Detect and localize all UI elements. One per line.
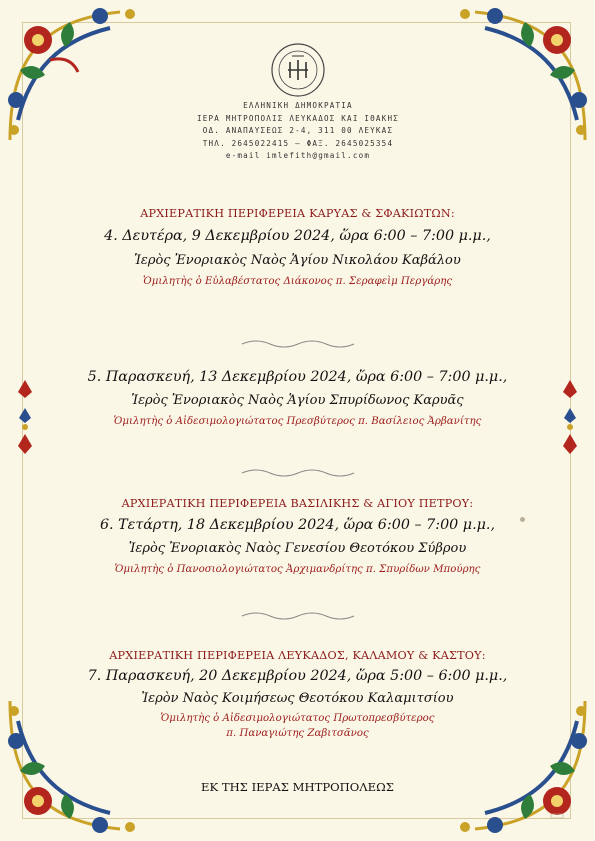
event-section: [40, 649, 555, 739]
region-heading: ΑΡΧΙΕΡΑΤΙΚΗ ΠΕΡΙΦΕΡΕΙΑ ΛΕΥΚΑΔΟΣ, ΚΑΛΑΜΟΥ & ΚΑΣΤΟΥ:: [109, 649, 486, 662]
paper-speck: [520, 517, 525, 522]
letterhead-line: ΟΔ. ΑΝΑΠΑΥΣΕΩΣ 2-4, 311 00 ΛΕΥΚΑΣ: [202, 126, 394, 135]
event-date: 7. Παρασκευή, 20 Δεκεμβρίου 2024, ὥρα 5:00 – 6:00 μ.μ.,: [87, 668, 508, 684]
event-speaker: Ὁμιλητὴς ὁ Αἰδεσιμολογιώτατος Πρεσβύτερος π. Βασίλειος Ἀρβανίτης: [113, 416, 482, 427]
divider-ornament-icon: [240, 612, 355, 620]
event-section: [40, 369, 555, 427]
event-church: Ἱερὸν Ναὸς Κοιμήσεως Θεοτόκου Καλαμιτσίου: [141, 691, 454, 706]
letterhead: [120, 100, 476, 163]
letterhead-email: e-mail imlefith@gmail.com: [225, 151, 371, 160]
side-flower-ornament-icon: [14, 378, 36, 458]
event-speaker: Ὁμιλητὴς ὁ Εὐλαβέστατος Διάκονος π. Σεραφεὶμ Περγάρης: [142, 276, 453, 287]
event-speaker: Ὁμιλητὴς ὁ Αἰδεσιμολογιώτατος Πρωτοπρεσβύτερος: [160, 713, 435, 724]
event-church: Ἱερὸς Ἐνοριακὸς Ναὸς Ἁγίου Νικολάου Καβάλου: [134, 253, 461, 268]
divider-ornament-icon: [240, 469, 355, 477]
side-flower-ornament-icon: [559, 378, 581, 458]
region-heading: ΑΡΧΙΕΡΑΤΙΚΗ ΠΕΡΙΦΕΡΕΙΑ ΒΑΣΙΛΙΚΗΣ & ΑΓΙΟΥ ΠΕΤΡΟΥ:: [121, 497, 474, 510]
event-speaker: Ὁμιλητὴς ὁ Πανοσιολογιώτατος Ἀρχιμανδρίτης π. Σπυρίδων Μπούρης: [114, 564, 481, 575]
event-date: 4. Δευτέρα, 9 Δεκεμβρίου 2024, ὥρα 6:00 – 7:00 μ.μ.,: [104, 228, 491, 244]
region-heading: ΑΡΧΙΕΡΑΤΙΚΗ ΠΕΡΙΦΕΡΕΙΑ ΚΑΡΥΑΣ & ΣΦΑΚΙΩΤΩΝ:: [140, 207, 455, 220]
printer-mark-icon: [550, 812, 564, 820]
metropolis-seal-icon: [270, 42, 326, 98]
letterhead-line: ΤΗΛ. 2645022415 – ΦΑΞ. 2645025354: [202, 138, 394, 148]
event-church: Ἱερὸς Ἐνοριακὸς Ναὸς Ἁγίου Σπυρίδωνος Καρυᾶς: [131, 393, 464, 408]
event-date: 6. Τετάρτη, 18 Δεκεμβρίου 2024, ὥρα 6:00 – 7:00 μ.μ.,: [99, 517, 496, 533]
divider-ornament-icon: [240, 340, 355, 348]
event-speaker-name: π. Παναγιώτης Ζαβιτσᾶνος: [226, 728, 369, 739]
event-date: 5. Παρασκευή, 13 Δεκεμβρίου 2024, ὥρα 6:00 – 7:00 μ.μ.,: [87, 369, 508, 385]
footer-signature: ΕΚ ΤΗΣ ΙΕΡΑΣ ΜΗΤΡΟΠΟΛΕΩΣ: [201, 780, 394, 794]
letterhead-line: ΙΕΡΑ ΜΗΤΡΟΠΟΛΙΣ ΛΕΥΚΑΔΟΣ ΚΑΙ ΙΘΑΚΗΣ: [196, 113, 399, 123]
event-church: Ἱερὸς Ἐνοριακὸς Ναὸς Γενεσίου Θεοτόκου Σύβρου: [128, 541, 467, 556]
event-section: [40, 207, 555, 287]
letterhead-line: ΕΛΛΗΝΙΚΗ ΔΗΜΟΚΡΑΤΙΑ: [243, 101, 353, 110]
event-section: [40, 497, 555, 575]
